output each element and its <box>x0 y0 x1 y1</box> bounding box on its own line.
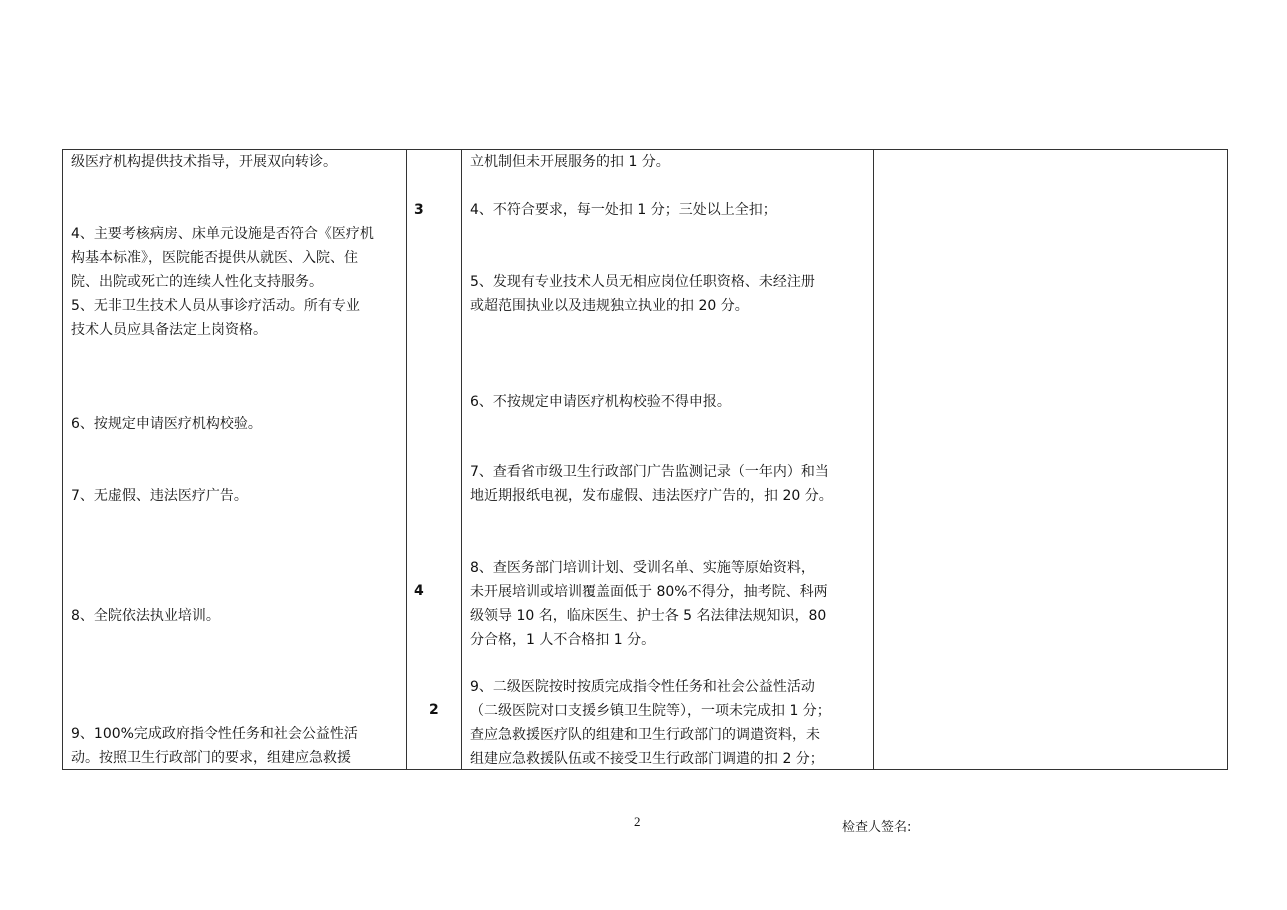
criteria-line: 7、查看省市级卫生行政部门广告监测记录（一年内）和当 <box>470 464 829 480</box>
criteria-line: （二级医院对口支援乡镇卫生院等），一项未完成扣 1 分； <box>470 703 831 719</box>
criteria-line: 6、不按规定申请医疗机构校验不得申报。 <box>470 394 731 410</box>
criteria-line: 未开展培训或培训覆盖面低于 80%不得分，抽考院、科两 <box>470 584 828 600</box>
criteria-line: 分合格，1 人不合格扣 1 分。 <box>470 632 656 648</box>
criteria-line: 级领导 10 名，临床医生、护士各 5 名法律法规知识，80 <box>470 608 827 624</box>
criteria-line: 或超范围执业以及违规独立执业的扣 20 分。 <box>470 298 749 314</box>
criteria-line: 8、查医务部门培训计划、受训名单、实施等原始资料， <box>470 560 815 576</box>
column-divider <box>406 150 407 769</box>
criteria-line: 地近期报纸电视，发布虚假、违法医疗广告的，扣 20 分。 <box>470 488 833 504</box>
score-value: 2 <box>429 702 439 718</box>
column-divider <box>873 150 874 769</box>
criteria-line: 5、发现有专业技术人员无相应岗位任职资格、未经注册 <box>470 274 815 290</box>
requirement-line: 动。按照卫生行政部门的要求，组建应急救援 <box>71 750 351 766</box>
score-value: 4 <box>414 583 424 599</box>
criteria-line: 9、二级医院按时按质完成指令性任务和社会公益性活动 <box>470 679 815 695</box>
requirement-line: 6、按规定申请医疗机构校验。 <box>71 416 262 432</box>
page-number: 2 <box>634 814 641 829</box>
requirement-line: 技术人员应具备法定上岗资格。 <box>71 322 267 338</box>
inspector-signature-label: 检查人签名: <box>842 820 912 835</box>
requirement-line: 8、全院依法执业培训。 <box>71 608 220 624</box>
requirement-line: 院、出院或死亡的连续人性化支持服务。 <box>71 274 323 290</box>
requirement-line: 7、无虚假、违法医疗广告。 <box>71 488 248 504</box>
score-value: 3 <box>414 202 424 218</box>
criteria-line: 4、不符合要求，每一处扣 1 分；三处以上全扣； <box>470 202 777 218</box>
column-divider <box>461 150 462 769</box>
requirement-line: 4、主要考核病房、床单元设施是否符合《医疗机 <box>71 226 374 242</box>
requirement-line: 9、100%完成政府指令性任务和社会公益性活 <box>71 726 358 742</box>
requirement-line: 构基本标准》，医院能否提供从就医、入院、住 <box>71 250 358 266</box>
criteria-line: 立机制但未开展服务的扣 1 分。 <box>470 154 670 170</box>
requirement-line: 5、无非卫生技术人员从事诊疗活动。所有专业 <box>71 298 360 314</box>
inspection-table <box>62 149 1228 770</box>
criteria-line: 查应急救援医疗队的组建和卫生行政部门的调遣资料，未 <box>470 727 820 743</box>
criteria-line: 组建应急救援队伍或不接受卫生行政部门调遣的扣 2 分； <box>470 751 824 767</box>
requirement-line: 级医疗机构提供技术指导，开展双向转诊。 <box>71 154 337 170</box>
